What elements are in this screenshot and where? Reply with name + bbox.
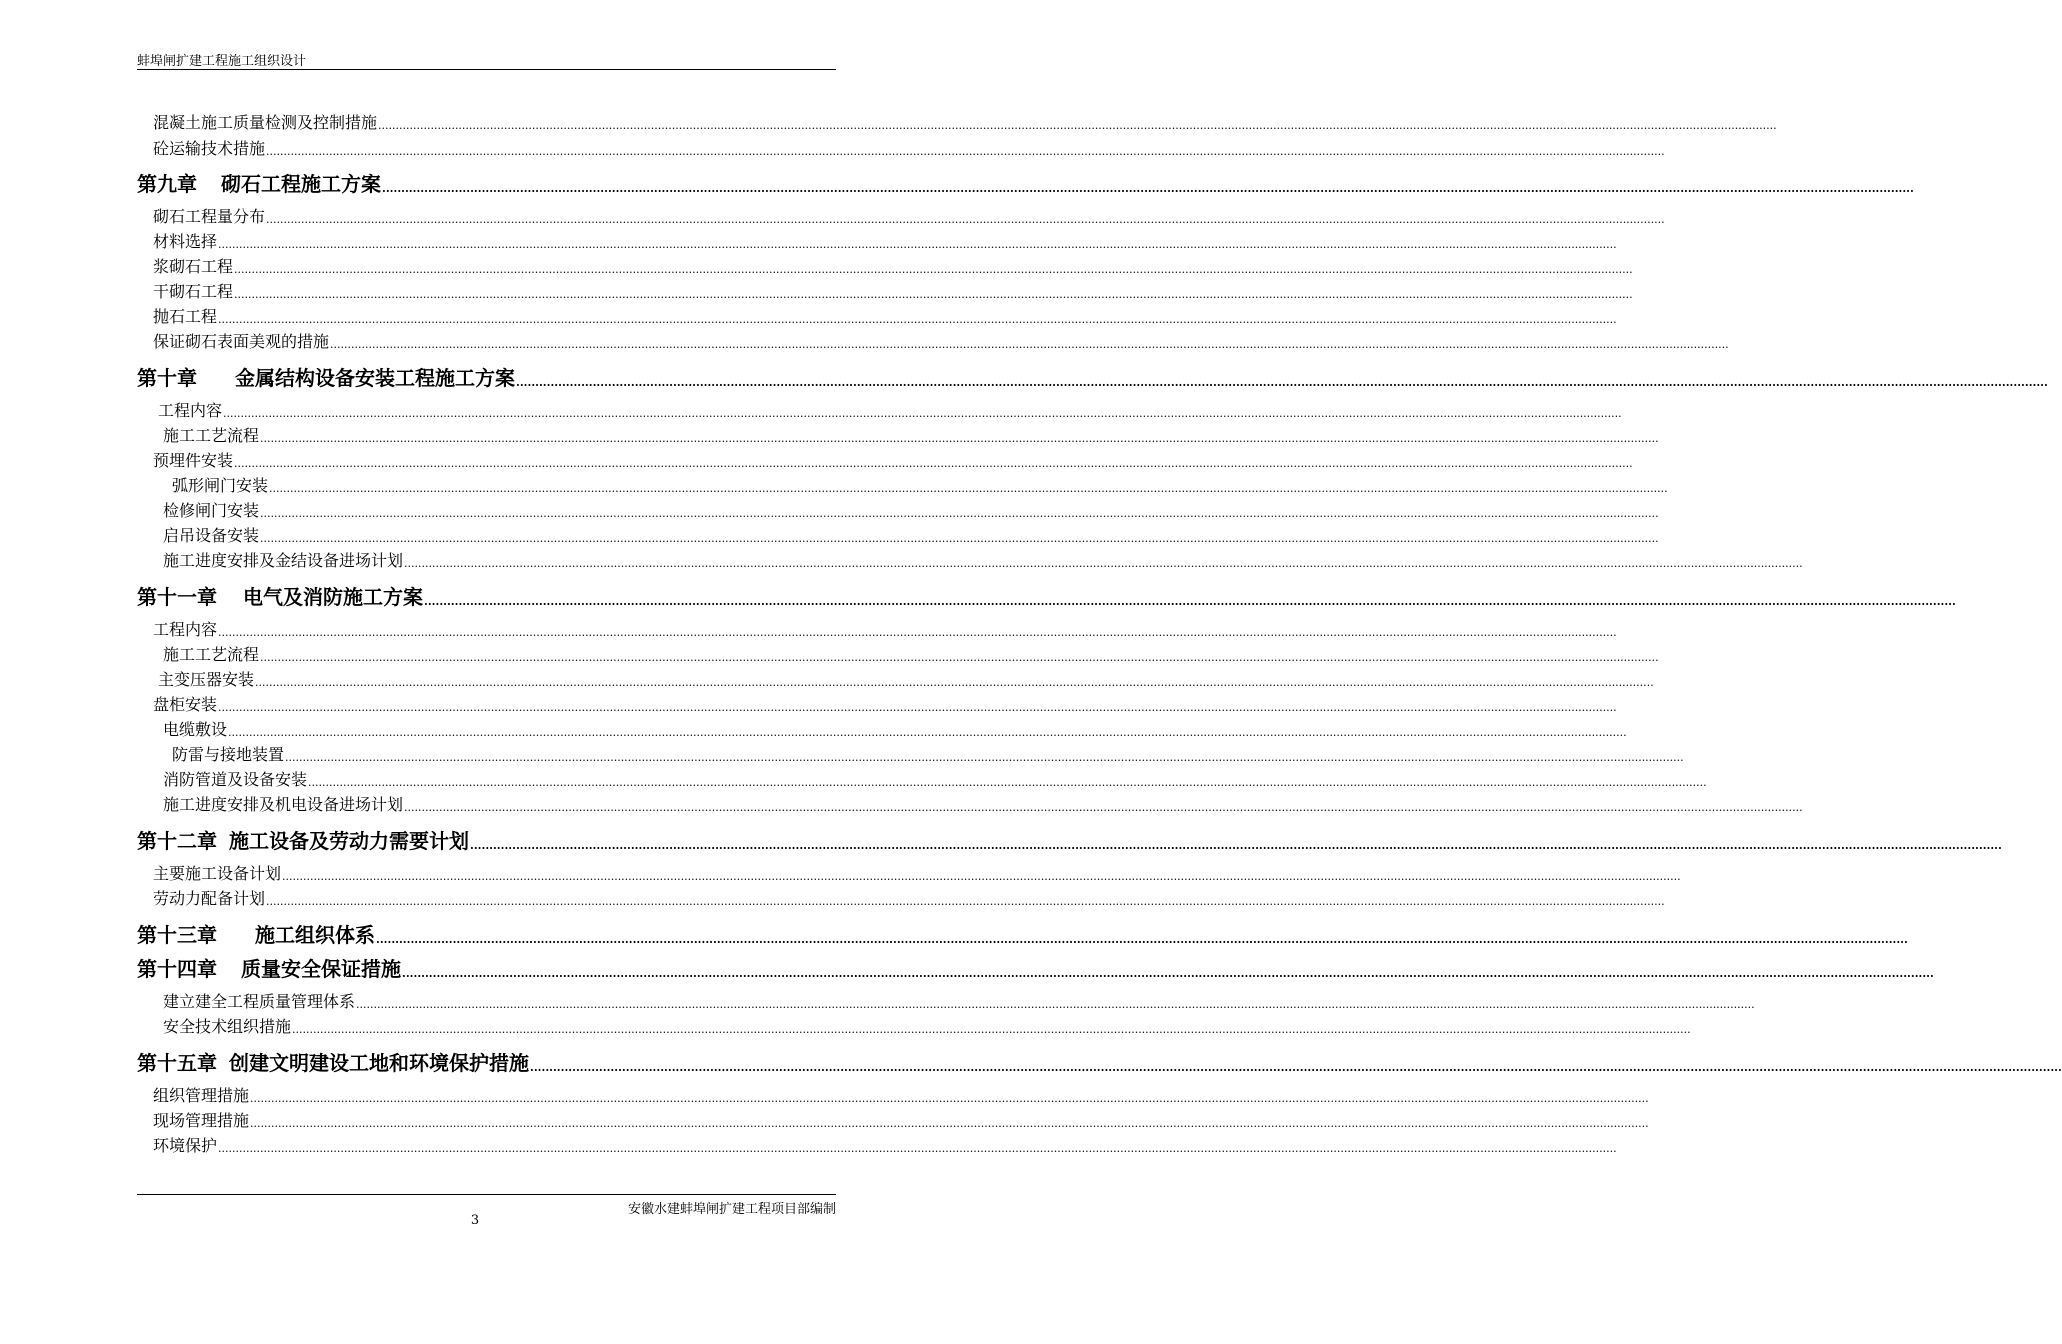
toc-chapter-text	[137, 366, 515, 390]
toc-chapter-text	[137, 957, 401, 981]
toc-item-text: 劳动力配备计划	[153, 889, 266, 908]
toc-dot-leader: ................................................................................................................................................................................................................................................................................................................................................................................................................	[260, 432, 1659, 445]
toc-item-row[interactable]	[163, 1017, 1691, 1037]
toc-item-row[interactable]	[163, 526, 1659, 546]
toc-item-row[interactable]	[153, 1136, 1617, 1156]
toc-chapter-title: 创建文明建设工地和环境保护措施	[229, 1051, 529, 1075]
toc-item-row[interactable]	[163, 551, 1803, 571]
toc-chapter-row[interactable]	[137, 1051, 2062, 1075]
toc-chapter-row[interactable]	[137, 366, 2048, 390]
toc-item-row[interactable]	[163, 770, 1707, 790]
page-number: 3	[470, 1213, 480, 1228]
toc-dot-leader: ................................................................................................................................................................................................................................................................................................................................................................................................................	[376, 933, 1908, 946]
toc-item-text: 组织管理措施	[153, 1086, 250, 1105]
toc-dot-leader: ................................................................................................................................................................................................................................................................................................................................................................................................................	[234, 288, 1633, 301]
toc-item-text: 浆砌石工程	[153, 257, 234, 276]
toc-chapter-number: 第十二章	[137, 829, 217, 853]
toc-chapter-number: 第十一章	[137, 585, 217, 609]
toc-chapter-number: 第十三章	[137, 923, 217, 947]
toc-chapter-number: 第九章	[137, 172, 197, 196]
toc-item-text: 保证砌石表面美观的措施	[153, 332, 330, 351]
toc-item-row[interactable]	[158, 401, 1622, 421]
toc-item-row[interactable]	[153, 139, 1665, 159]
toc-dot-leader: ................................................................................................................................................................................................................................................................................................................................................................................................................	[218, 1142, 1617, 1155]
toc-item-row[interactable]	[153, 332, 1729, 352]
toc-item-text: 抛石工程	[153, 307, 218, 326]
toc-item-text: 混凝土施工质量检测及控制措施	[153, 113, 378, 132]
toc-item-text: 施工进度安排及金结设备进场计划	[163, 551, 404, 570]
toc-item-row[interactable]	[153, 1111, 1649, 1131]
toc-dot-leader: ................................................................................................................................................................................................................................................................................................................................................................................................................	[382, 182, 1914, 195]
toc-chapter-number: 第十章	[137, 366, 197, 390]
toc-dot-leader: ................................................................................................................................................................................................................................................................................................................................................................................................................	[269, 482, 1668, 495]
toc-dot-leader: ................................................................................................................................................................................................................................................................................................................................................................................................................	[266, 213, 1665, 226]
toc-item-row[interactable]	[172, 476, 1668, 496]
toc-dot-leader: ................................................................................................................................................................................................................................................................................................................................................................................................................	[234, 457, 1633, 470]
toc-dot-leader: ................................................................................................................................................................................................................................................................................................................................................................................................................	[424, 595, 1956, 608]
toc-chapter-row[interactable]	[137, 923, 1908, 947]
toc-item-text: 施工工艺流程	[163, 426, 260, 445]
toc-dot-leader: ................................................................................................................................................................................................................................................................................................................................................................................................................	[404, 557, 1803, 570]
toc-item-text: 主变压器安装	[158, 670, 255, 689]
toc-item-row[interactable]	[153, 889, 1665, 909]
toc-item-text: 电缆敷设	[163, 720, 228, 739]
toc-item-text: 施工工艺流程	[163, 645, 260, 664]
toc-chapter-number: 第十五章	[137, 1051, 217, 1075]
toc-dot-leader: ................................................................................................................................................................................................................................................................................................................................................................................................................	[218, 626, 1617, 639]
toc-item-text: 工程内容	[158, 401, 223, 420]
toc-item-text: 安全技术组织措施	[163, 1017, 292, 1036]
toc-item-row[interactable]	[153, 113, 1777, 133]
toc-chapter-text	[137, 923, 375, 947]
toc-chapter-title: 金属结构设备安装工程施工方案	[235, 366, 515, 390]
toc-item-row[interactable]	[153, 620, 1617, 640]
toc-dot-leader: ................................................................................................................................................................................................................................................................................................................................................................................................................	[282, 870, 1681, 883]
toc-item-text: 环境保护	[153, 1136, 218, 1155]
toc-chapter-text	[137, 829, 469, 853]
toc-dot-leader: ................................................................................................................................................................................................................................................................................................................................................................................................................	[266, 145, 1665, 158]
toc-chapter-text	[137, 585, 423, 609]
toc-item-text: 启吊设备安装	[163, 526, 260, 545]
toc-dot-leader: ................................................................................................................................................................................................................................................................................................................................................................................................................	[218, 313, 1617, 326]
toc-dot-leader: ................................................................................................................................................................................................................................................................................................................................................................................................................	[356, 998, 1755, 1011]
toc-chapter-title: 质量安全保证措施	[241, 957, 401, 981]
toc-dot-leader: ................................................................................................................................................................................................................................................................................................................................................................................................................	[218, 238, 1617, 251]
running-header: 蚌埠闸扩建工程施工组织设计	[137, 54, 307, 69]
toc-dot-leader: ................................................................................................................................................................................................................................................................................................................................................................................................................	[404, 801, 1803, 814]
toc-item-text: 检修闸门安装	[163, 501, 260, 520]
toc-item-text: 防雷与接地装置	[172, 745, 285, 764]
toc-dot-leader: ................................................................................................................................................................................................................................................................................................................................................................................................................	[285, 751, 1684, 764]
footer-rule	[137, 1194, 836, 1195]
toc-item-row[interactable]	[153, 307, 1617, 327]
toc-dot-leader: ................................................................................................................................................................................................................................................................................................................................................................................................................	[260, 532, 1659, 545]
toc-item-text: 砼运输技术措施	[153, 139, 266, 158]
toc-dot-leader: ................................................................................................................................................................................................................................................................................................................................................................................................................	[330, 338, 1729, 351]
toc-item-row[interactable]	[163, 645, 1659, 665]
toc-chapter-row[interactable]	[137, 829, 2002, 853]
toc-item-text: 建立建全工程质量管理体系	[163, 992, 356, 1011]
toc-item-row[interactable]	[153, 1086, 1649, 1106]
toc-item-row[interactable]	[153, 451, 1633, 471]
toc-item-row[interactable]	[163, 795, 1803, 815]
toc-dot-leader: ................................................................................................................................................................................................................................................................................................................................................................................................................	[250, 1117, 1649, 1130]
toc-dot-leader: ................................................................................................................................................................................................................................................................................................................................................................................................................	[228, 726, 1627, 739]
toc-item-row[interactable]	[153, 695, 1617, 715]
toc-dot-leader: ................................................................................................................................................................................................................................................................................................................................................................................................................	[402, 967, 1934, 980]
toc-chapter-title: 电气及消防施工方案	[243, 585, 423, 609]
toc-dot-leader: ................................................................................................................................................................................................................................................................................................................................................................................................................	[255, 676, 1654, 689]
toc-chapter-text	[137, 172, 381, 196]
toc-dot-leader: ................................................................................................................................................................................................................................................................................................................................................................................................................	[218, 701, 1617, 714]
toc-item-row[interactable]	[163, 501, 1659, 521]
toc-item-text: 工程内容	[153, 620, 218, 639]
toc-dot-leader: ................................................................................................................................................................................................................................................................................................................................................................................................................	[292, 1023, 1691, 1036]
toc-dot-leader: ................................................................................................................................................................................................................................................................................................................................................................................................................	[260, 651, 1659, 664]
toc-chapter-title: 砌石工程施工方案	[221, 172, 381, 196]
toc-item-text: 干砌石工程	[153, 282, 234, 301]
toc-item-row[interactable]	[153, 282, 1633, 302]
toc-item-text: 弧形闸门安装	[172, 476, 269, 495]
toc-item-row[interactable]	[172, 745, 1684, 765]
toc-dot-leader: ................................................................................................................................................................................................................................................................................................................................................................................................................	[470, 839, 2002, 852]
toc-item-text: 预埋件安装	[153, 451, 234, 470]
toc-dot-leader: ................................................................................................................................................................................................................................................................................................................................................................................................................	[308, 776, 1707, 789]
toc-item-text: 消防管道及设备安装	[163, 770, 308, 789]
toc-chapter-title: 施工设备及劳动力需要计划	[229, 829, 469, 853]
toc-item-text: 盘柜安装	[153, 695, 218, 714]
toc-dot-leader: ................................................................................................................................................................................................................................................................................................................................................................................................................	[223, 407, 1622, 420]
toc-item-text: 主要施工设备计划	[153, 864, 282, 883]
toc-item-row[interactable]	[163, 992, 1755, 1012]
toc-item-row[interactable]	[163, 426, 1659, 446]
toc-item-row[interactable]	[153, 864, 1681, 884]
toc-dot-leader: ................................................................................................................................................................................................................................................................................................................................................................................................................	[260, 507, 1659, 520]
toc-dot-leader: ................................................................................................................................................................................................................................................................................................................................................................................................................	[378, 119, 1777, 132]
toc-item-row[interactable]	[163, 720, 1627, 740]
toc-chapter-row[interactable]	[137, 957, 1934, 981]
toc-item-row[interactable]	[153, 257, 1633, 277]
toc-dot-leader: ................................................................................................................................................................................................................................................................................................................................................................................................................	[266, 895, 1665, 908]
toc-item-text: 施工进度安排及机电设备进场计划	[163, 795, 404, 814]
toc-dot-leader: ................................................................................................................................................................................................................................................................................................................................................................................................................	[234, 263, 1633, 276]
toc-dot-leader: ................................................................................................................................................................................................................................................................................................................................................................................................................	[530, 1061, 2062, 1074]
toc-item-row[interactable]	[153, 232, 1617, 252]
toc-chapter-title: 施工组织体系	[255, 923, 375, 947]
toc-chapter-row[interactable]	[137, 172, 1914, 196]
toc-chapter-number: 第十四章	[137, 957, 217, 981]
toc-item-text: 现场管理措施	[153, 1111, 250, 1130]
toc-item-row[interactable]	[153, 207, 1665, 227]
toc-chapter-text	[137, 1051, 529, 1075]
footer-org: 安徽水建蚌埠闸扩建工程项目部编制	[627, 1202, 836, 1217]
toc-chapter-row[interactable]	[137, 585, 1956, 609]
toc-item-row[interactable]	[158, 670, 1654, 690]
toc-dot-leader: ................................................................................................................................................................................................................................................................................................................................................................................................................	[250, 1092, 1649, 1105]
toc-item-text: 材料选择	[153, 232, 218, 251]
toc-dot-leader: ................................................................................................................................................................................................................................................................................................................................................................................................................	[516, 376, 2048, 389]
toc-item-text: 砌石工程量分布	[153, 207, 266, 226]
